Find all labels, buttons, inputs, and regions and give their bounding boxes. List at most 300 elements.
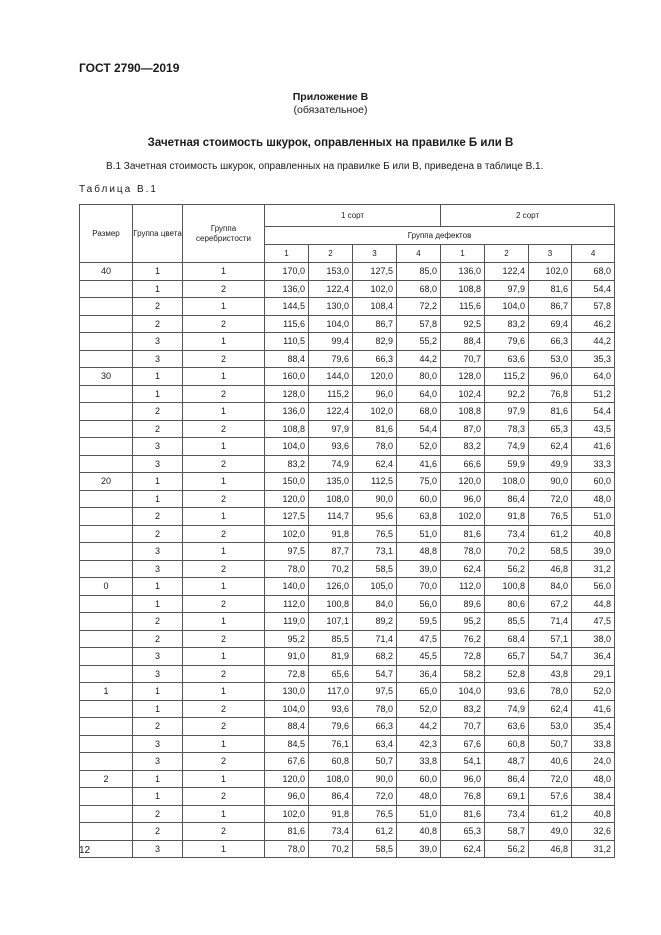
cell-size — [80, 700, 133, 718]
table-row — [80, 473, 615, 491]
cell-value: 97,9 — [485, 403, 529, 421]
cell-value: 72,0 — [353, 788, 397, 806]
cell-value: 63,6 — [485, 350, 529, 368]
cell-size — [80, 823, 133, 841]
table-row — [80, 770, 615, 788]
cell-value: 48,0 — [397, 788, 441, 806]
cell-value: 79,6 — [309, 718, 353, 736]
cell-value: 40,6 — [529, 753, 572, 771]
cell-size — [80, 595, 133, 613]
cell-value: 71,4 — [529, 613, 572, 631]
cell-value: 46,8 — [529, 840, 572, 858]
cell-size: 40 — [80, 263, 133, 281]
cell-value: 43,5 — [572, 420, 615, 438]
cell-value: 59,9 — [485, 455, 529, 473]
cell-value: 90,0 — [353, 770, 397, 788]
cell-value: 144,0 — [309, 368, 353, 386]
cell-value: 73,1 — [353, 543, 397, 561]
cell-value: 104,0 — [441, 683, 485, 701]
cell-value: 24,0 — [572, 753, 615, 771]
cell-silver-group: 2 — [183, 788, 265, 806]
cell-value: 68,0 — [397, 280, 441, 298]
cell-value: 70,0 — [397, 578, 441, 596]
cell-value: 78,0 — [353, 438, 397, 456]
cell-value: 89,2 — [353, 613, 397, 631]
cell-value: 68,0 — [572, 263, 615, 281]
cell-value: 91,8 — [309, 805, 353, 823]
cell-value: 100,8 — [485, 578, 529, 596]
cell-value: 57,6 — [529, 788, 572, 806]
cell-size — [80, 490, 133, 508]
cell-color-group: 1 — [133, 263, 183, 281]
cell-size — [80, 560, 133, 578]
cell-value: 38,0 — [572, 630, 615, 648]
cell-silver-group: 1 — [183, 683, 265, 701]
cell-value: 73,4 — [309, 823, 353, 841]
cell-value: 120,0 — [265, 770, 309, 788]
header-defect-col: 3 — [529, 245, 572, 263]
cell-color-group: 1 — [133, 578, 183, 596]
cell-value: 58,2 — [441, 665, 485, 683]
cell-value: 48,7 — [485, 753, 529, 771]
cell-value: 76,5 — [353, 525, 397, 543]
cell-value: 96,0 — [441, 770, 485, 788]
section-title: Зачетная стоимость шкурок, оправленных на правилке Б или В — [147, 137, 514, 149]
cell-value: 32,6 — [572, 823, 615, 841]
cell-value: 102,0 — [353, 403, 397, 421]
cell-size — [80, 718, 133, 736]
cell-value: 87,0 — [441, 420, 485, 438]
cell-size — [80, 665, 133, 683]
table-row — [80, 613, 615, 631]
cell-value: 60,0 — [572, 473, 615, 491]
cell-value: 70,7 — [441, 350, 485, 368]
cell-value: 78,0 — [265, 840, 309, 858]
cell-value: 108,4 — [353, 298, 397, 316]
cell-value: 60,8 — [309, 753, 353, 771]
cell-value: 70,7 — [441, 718, 485, 736]
table-row — [80, 333, 615, 351]
cell-value: 108,8 — [441, 280, 485, 298]
table-body — [80, 263, 615, 858]
table-row — [80, 438, 615, 456]
cell-size: 20 — [80, 473, 133, 491]
cell-value: 56,2 — [485, 840, 529, 858]
cell-value: 127,5 — [353, 263, 397, 281]
cell-value: 67,6 — [441, 735, 485, 753]
cell-value: 170,0 — [265, 263, 309, 281]
table-row — [80, 543, 615, 561]
cell-value: 115,2 — [485, 368, 529, 386]
cell-value: 81,6 — [353, 420, 397, 438]
cell-value: 69,4 — [529, 315, 572, 333]
cell-value: 86,4 — [485, 770, 529, 788]
cell-value: 108,0 — [309, 770, 353, 788]
cell-value: 35,3 — [572, 350, 615, 368]
header-defect-col: 1 — [265, 245, 309, 263]
cell-value: 119,0 — [265, 613, 309, 631]
cell-color-group: 3 — [133, 665, 183, 683]
cell-color-group: 3 — [133, 350, 183, 368]
cell-value: 64,0 — [572, 368, 615, 386]
cell-value: 40,8 — [572, 525, 615, 543]
cell-silver-group: 1 — [183, 613, 265, 631]
cell-value: 59,5 — [397, 613, 441, 631]
cell-value: 122,4 — [309, 403, 353, 421]
cell-value: 33,3 — [572, 455, 615, 473]
table-row — [80, 385, 615, 403]
cell-value: 86,4 — [309, 788, 353, 806]
cell-value: 56,2 — [485, 560, 529, 578]
cell-value: 65,0 — [397, 683, 441, 701]
cell-value: 54,7 — [353, 665, 397, 683]
cell-value: 86,7 — [529, 298, 572, 316]
cell-value: 74,9 — [485, 438, 529, 456]
appendix-note: (обязательное) — [293, 104, 368, 116]
cell-value: 86,7 — [353, 315, 397, 333]
table-row — [80, 280, 615, 298]
table-row — [80, 368, 615, 386]
cell-color-group: 3 — [133, 333, 183, 351]
cell-value: 84,0 — [353, 595, 397, 613]
cell-value: 81,9 — [309, 648, 353, 666]
table-row — [80, 683, 615, 701]
table-row — [80, 298, 615, 316]
intro-paragraph: В.1 Зачетная стоимость шкурок, оправленных на правилке Б или В, приведена в таблице В.1. — [106, 161, 544, 172]
cell-value: 65,3 — [441, 823, 485, 841]
cell-value: 108,8 — [441, 403, 485, 421]
cell-size — [80, 613, 133, 631]
cell-value: 51,0 — [397, 525, 441, 543]
cell-value: 117,0 — [309, 683, 353, 701]
cell-value: 76,5 — [529, 508, 572, 526]
cell-value: 36,4 — [397, 665, 441, 683]
cell-value: 80,0 — [397, 368, 441, 386]
cell-value: 70,2 — [485, 543, 529, 561]
cell-value: 115,6 — [265, 315, 309, 333]
cell-value: 51,2 — [572, 385, 615, 403]
cell-value: 75,0 — [397, 473, 441, 491]
cell-value: 76,1 — [309, 735, 353, 753]
cell-silver-group: 1 — [183, 805, 265, 823]
cell-color-group: 3 — [133, 543, 183, 561]
cell-value: 83,2 — [485, 315, 529, 333]
cell-value: 112,0 — [265, 595, 309, 613]
table-row — [80, 525, 615, 543]
cell-color-group: 2 — [133, 315, 183, 333]
cell-value: 83,2 — [265, 455, 309, 473]
cell-value: 66,3 — [353, 718, 397, 736]
cell-silver-group: 2 — [183, 665, 265, 683]
cell-value: 78,0 — [441, 543, 485, 561]
cell-value: 76,8 — [441, 788, 485, 806]
cell-value: 80,6 — [485, 595, 529, 613]
cell-color-group: 1 — [133, 788, 183, 806]
cell-value: 136,0 — [265, 403, 309, 421]
cell-color-group: 2 — [133, 805, 183, 823]
cell-value: 66,6 — [441, 455, 485, 473]
cell-value: 67,2 — [529, 595, 572, 613]
cell-silver-group: 2 — [183, 315, 265, 333]
cell-value: 91,8 — [485, 508, 529, 526]
cell-value: 108,0 — [309, 490, 353, 508]
cell-value: 86,4 — [485, 490, 529, 508]
cell-value: 81,6 — [265, 823, 309, 841]
cell-value: 102,0 — [529, 263, 572, 281]
table-row — [80, 420, 615, 438]
cell-silver-group: 2 — [183, 350, 265, 368]
table-row — [80, 735, 615, 753]
cell-value: 54,4 — [397, 420, 441, 438]
cell-value: 73,4 — [485, 525, 529, 543]
cell-silver-group: 2 — [183, 630, 265, 648]
table-row — [80, 648, 615, 666]
cell-value: 104,0 — [485, 298, 529, 316]
cell-size: 2 — [80, 770, 133, 788]
table-row — [80, 630, 615, 648]
cell-value: 135,0 — [309, 473, 353, 491]
cell-size — [80, 788, 133, 806]
cell-value: 96,0 — [441, 490, 485, 508]
cell-value: 92,2 — [485, 385, 529, 403]
cell-value: 42,3 — [397, 735, 441, 753]
cell-value: 62,4 — [441, 840, 485, 858]
cell-value: 60,0 — [397, 490, 441, 508]
cell-value: 57,8 — [397, 315, 441, 333]
cell-size — [80, 805, 133, 823]
cell-value: 61,2 — [353, 823, 397, 841]
cell-size — [80, 315, 133, 333]
cell-silver-group: 2 — [183, 595, 265, 613]
cell-color-group: 1 — [133, 595, 183, 613]
table-row — [80, 753, 615, 771]
cell-color-group: 3 — [133, 648, 183, 666]
cell-silver-group: 1 — [183, 333, 265, 351]
header-defect-col: 4 — [397, 245, 441, 263]
cell-value: 52,0 — [397, 700, 441, 718]
cell-value: 126,0 — [309, 578, 353, 596]
cell-value: 60,8 — [485, 735, 529, 753]
cell-value: 150,0 — [265, 473, 309, 491]
cell-value: 43,8 — [529, 665, 572, 683]
cell-value: 51,0 — [572, 508, 615, 526]
cell-value: 85,5 — [309, 630, 353, 648]
cell-value: 65,7 — [485, 648, 529, 666]
cell-color-group: 3 — [133, 753, 183, 771]
appendix-title: Приложение В — [292, 91, 369, 103]
cell-silver-group: 1 — [183, 840, 265, 858]
cell-value: 81,6 — [441, 805, 485, 823]
table-row — [80, 350, 615, 368]
cell-color-group: 2 — [133, 298, 183, 316]
cell-size — [80, 630, 133, 648]
cell-value: 81,6 — [529, 403, 572, 421]
table-row — [80, 508, 615, 526]
cell-value: 112,0 — [441, 578, 485, 596]
cell-silver-group: 1 — [183, 438, 265, 456]
cell-silver-group: 1 — [183, 648, 265, 666]
cell-value: 120,0 — [353, 368, 397, 386]
table-row — [80, 263, 615, 281]
cell-silver-group: 1 — [183, 298, 265, 316]
cell-value: 51,0 — [397, 805, 441, 823]
table-row — [80, 788, 615, 806]
cell-value: 41,6 — [572, 438, 615, 456]
cell-silver-group: 2 — [183, 753, 265, 771]
cell-value: 57,8 — [572, 298, 615, 316]
cell-value: 46,8 — [529, 560, 572, 578]
cell-silver-group: 1 — [183, 543, 265, 561]
cell-value: 68,0 — [397, 403, 441, 421]
cell-value: 104,0 — [265, 438, 309, 456]
cell-value: 95,2 — [265, 630, 309, 648]
cell-value: 58,5 — [353, 840, 397, 858]
cell-color-group: 2 — [133, 508, 183, 526]
cell-value: 100,8 — [309, 595, 353, 613]
cell-value: 88,4 — [265, 350, 309, 368]
cell-value: 97,5 — [265, 543, 309, 561]
cell-silver-group: 1 — [183, 368, 265, 386]
cell-value: 56,0 — [572, 578, 615, 596]
cell-color-group: 1 — [133, 473, 183, 491]
cell-value: 70,2 — [309, 560, 353, 578]
cell-value: 47,5 — [397, 630, 441, 648]
cell-value: 47,5 — [572, 613, 615, 631]
cell-value: 76,2 — [441, 630, 485, 648]
cell-value: 50,7 — [529, 735, 572, 753]
cell-value: 48,0 — [572, 490, 615, 508]
cell-value: 102,0 — [441, 508, 485, 526]
cell-value: 96,0 — [529, 368, 572, 386]
cell-value: 81,6 — [529, 280, 572, 298]
cell-value: 69,1 — [485, 788, 529, 806]
cell-value: 104,0 — [309, 315, 353, 333]
cell-value: 61,2 — [529, 805, 572, 823]
cell-value: 44,2 — [572, 333, 615, 351]
cell-value: 48,0 — [572, 770, 615, 788]
cell-value: 83,2 — [441, 438, 485, 456]
cell-value: 76,8 — [529, 385, 572, 403]
cell-value: 35,4 — [572, 718, 615, 736]
table-row — [80, 578, 615, 596]
cell-value: 128,0 — [441, 368, 485, 386]
cell-color-group: 1 — [133, 770, 183, 788]
cell-value: 95,6 — [353, 508, 397, 526]
cell-silver-group: 1 — [183, 263, 265, 281]
cell-size — [80, 403, 133, 421]
cell-silver-group: 2 — [183, 280, 265, 298]
cell-value: 52,8 — [485, 665, 529, 683]
cell-value: 63,4 — [353, 735, 397, 753]
table-row — [80, 840, 615, 858]
cell-value: 136,0 — [265, 280, 309, 298]
cell-color-group: 2 — [133, 718, 183, 736]
cell-value: 64,0 — [397, 385, 441, 403]
cell-color-group: 2 — [133, 630, 183, 648]
cell-value: 48,8 — [397, 543, 441, 561]
page-number: 12 — [79, 845, 91, 856]
cell-value: 39,0 — [397, 560, 441, 578]
cell-value: 70,2 — [309, 840, 353, 858]
cell-value: 120,0 — [265, 490, 309, 508]
cell-silver-group: 2 — [183, 385, 265, 403]
cell-value: 46,2 — [572, 315, 615, 333]
cell-size — [80, 648, 133, 666]
cell-size: 0 — [80, 578, 133, 596]
cell-value: 89,6 — [441, 595, 485, 613]
cell-value: 72,8 — [441, 648, 485, 666]
cell-value: 73,4 — [485, 805, 529, 823]
cell-size — [80, 420, 133, 438]
cell-value: 58,7 — [485, 823, 529, 841]
cell-value: 93,6 — [485, 683, 529, 701]
cell-value: 127,5 — [265, 508, 309, 526]
cell-value: 45,5 — [397, 648, 441, 666]
cell-value: 44,8 — [572, 595, 615, 613]
cell-value: 85,0 — [397, 263, 441, 281]
cell-silver-group: 2 — [183, 525, 265, 543]
cell-silver-group: 2 — [183, 718, 265, 736]
cell-value: 99,4 — [309, 333, 353, 351]
table-row — [80, 560, 615, 578]
table-row — [80, 403, 615, 421]
cell-value: 54,1 — [441, 753, 485, 771]
cell-value: 91,8 — [309, 525, 353, 543]
document-code: ГОСТ 2790—2019 — [79, 61, 180, 75]
cell-value: 33,8 — [572, 735, 615, 753]
cell-value: 57,1 — [529, 630, 572, 648]
cell-size — [80, 333, 133, 351]
cell-value: 93,6 — [309, 438, 353, 456]
cell-size — [80, 438, 133, 456]
cell-value: 81,6 — [441, 525, 485, 543]
cell-value: 160,0 — [265, 368, 309, 386]
cell-value: 108,8 — [265, 420, 309, 438]
cell-value: 53,0 — [529, 350, 572, 368]
cell-value: 63,6 — [485, 718, 529, 736]
cell-value: 136,0 — [441, 263, 485, 281]
header-grade-2: 2 сорт — [441, 205, 615, 227]
cell-value: 91,0 — [265, 648, 309, 666]
cell-silver-group: 2 — [183, 823, 265, 841]
header-silver-group: Группа серебристости — [183, 205, 265, 263]
cell-value: 44,2 — [397, 718, 441, 736]
cell-value: 52,0 — [397, 438, 441, 456]
cell-color-group: 2 — [133, 613, 183, 631]
cell-value: 74,9 — [485, 700, 529, 718]
cell-value: 31,2 — [572, 560, 615, 578]
cell-silver-group: 1 — [183, 770, 265, 788]
cell-value: 88,4 — [441, 333, 485, 351]
table-row — [80, 718, 615, 736]
table-row — [80, 490, 615, 508]
cell-value: 54,4 — [572, 403, 615, 421]
cell-value: 78,0 — [265, 560, 309, 578]
cell-color-group: 2 — [133, 420, 183, 438]
cell-value: 122,4 — [485, 263, 529, 281]
cell-color-group: 2 — [133, 525, 183, 543]
cell-color-group: 3 — [133, 840, 183, 858]
cell-value: 68,2 — [353, 648, 397, 666]
cell-size — [80, 455, 133, 473]
cell-value: 130,0 — [309, 298, 353, 316]
cell-value: 66,3 — [529, 333, 572, 351]
cell-value: 79,6 — [309, 350, 353, 368]
cell-silver-group: 1 — [183, 508, 265, 526]
cell-value: 40,8 — [572, 805, 615, 823]
header-defect-col: 2 — [485, 245, 529, 263]
cell-value: 128,0 — [265, 385, 309, 403]
